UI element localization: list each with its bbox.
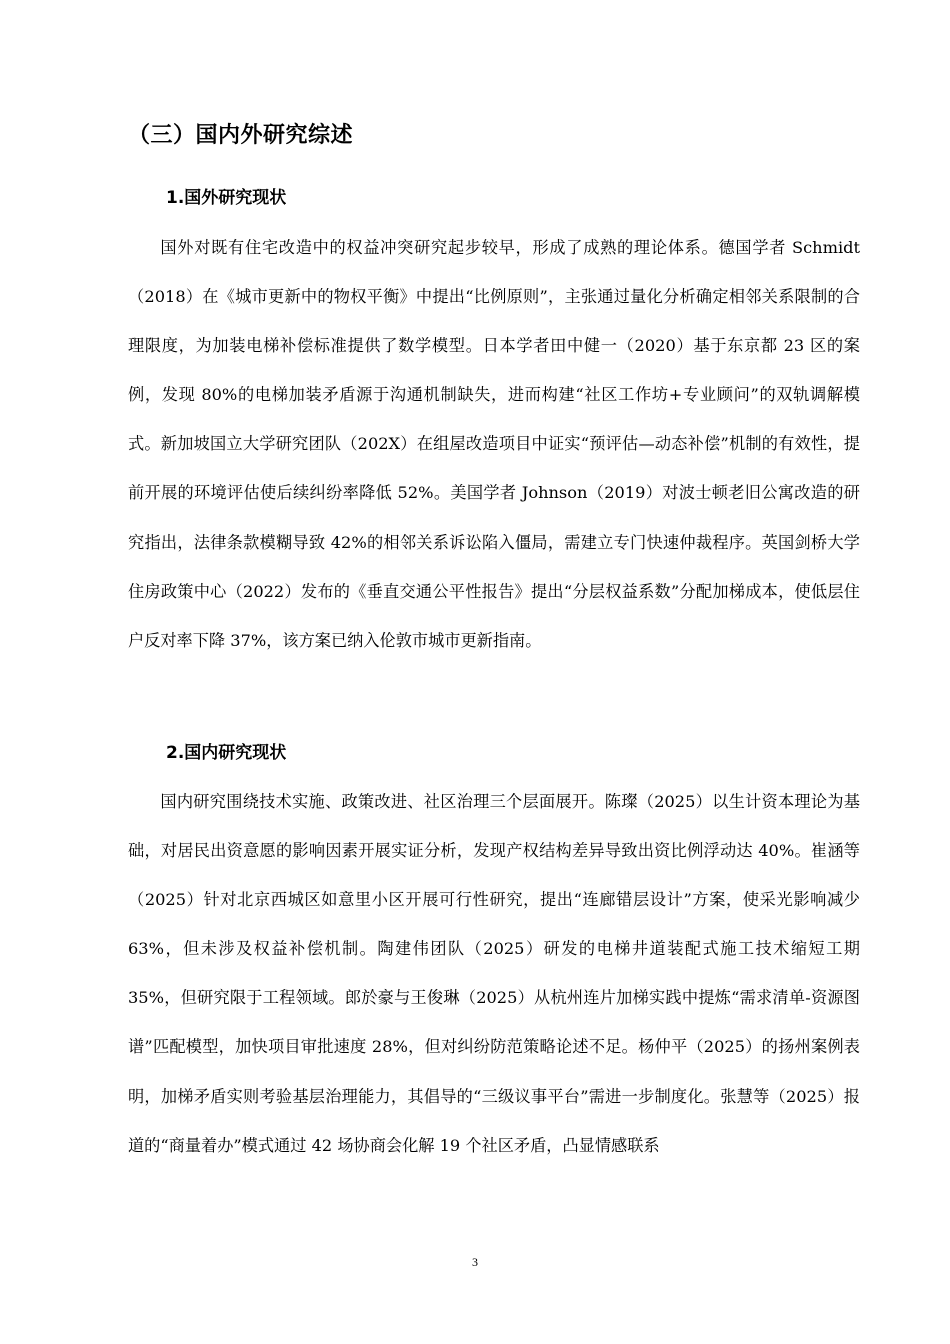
foreign-research-paragraph: 国外对既有住宅改造中的权益冲突研究起步较早，形成了成熟的理论体系。德国学者 Schmidt（2018）在《城市更新中的物权平衡》中提出“比例原则”，主张通过量化分析确定相邻关系限制的合理限度，为加装电梯补偿标准提供了数学模型。日本学者田中健一（2020）基于东京都 23 区的案例，发现 80%的电梯加装矛盾源于沟通机制缺失，进而构建“社区工作坊+专业顾问”的双轨调解模式。新加坡国立大学研究团队（202X）在组屋改造项目中证实“预评估—动态补偿”机制的有效性，提前开展的环境评估使后续纠纷率降低 52%。美国学者 Johnson（2019）对波士顿老旧公寓改造的研究指出，法律条款模糊导致 42%的相邻关系诉讼陷入僵局，需建立专门快速仲裁程序。英国剑桥大学住房政策中心（2022）发布的《垂直交通公平性报告》提出“分层权益系数”分配加梯成本，使低层住户反对率下降 37%，该方案已纳入伦敦市城市更新指南。 [128,238,860,650]
section-title: （三）国内外研究综述 [128,123,354,148]
page-number: 3 [472,1255,478,1269]
foreign-research-heading: 1.国外研究现状 [166,188,287,208]
domestic-research-paragraph: 国内研究围绕技术实施、政策改进、社区治理三个层面展开。陈璨（2025）以生计资本理论为基础，对居民出资意愿的影响因素开展实证分析，发现产权结构差异导致出资比例浮动达 40%。崔涵等（2025）针对北京西城区如意里小区开展可行性研究，提出“连廊错层设计”方案，使采光影响减少 63%，但未涉及权益补偿机制。陶建伟团队（2025）研发的电梯井道装配式施工技术缩短工期 35%，但研究限于工程领域。郎於豪与王俊琳（2025）从杭州连片加梯实践中提炼“需求清单-资源图谱”匹配模型，加快项目审批速度 28%，但对纠纷防范策略论述不足。杨仲平（2025）的扬州案例表明，加梯矛盾实则考验基层治理能力，其倡导的“三级议事平台”需进一步制度化。张慧等（2025）报道的“商量着办”模式通过 42 场协商会化解 19 个社区矛盾，凸显情感联系 [128,792,860,1155]
domestic-research-heading: 2.国内研究现状 [166,743,287,763]
